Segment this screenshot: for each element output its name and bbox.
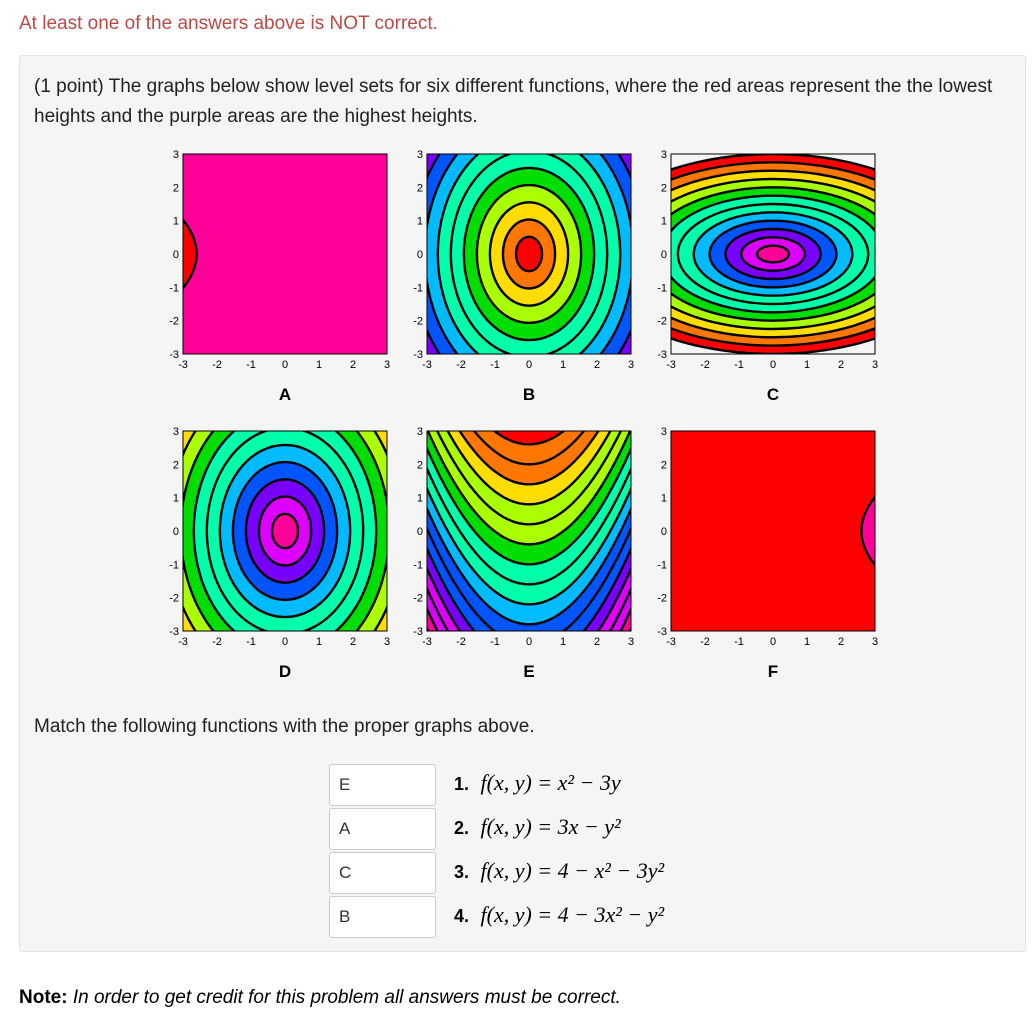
- function-2: [454, 814, 621, 840]
- x-tick-label: -3: [422, 636, 432, 648]
- contour-plot-d: [153, 426, 391, 681]
- answer-input-2[interactable]: [329, 808, 436, 850]
- x-tick-label: 1: [315, 636, 323, 648]
- y-tick-label: -3: [657, 626, 667, 638]
- y-tick-label: -1: [413, 559, 423, 572]
- note: [19, 987, 621, 1009]
- function-formula: f(x, y) = x² − 3y: [480, 770, 621, 795]
- x-tick-label: -1: [490, 636, 500, 648]
- y-tick-label: -2: [413, 592, 423, 605]
- y-tick-label: 1: [660, 492, 667, 505]
- x-tick-label: -1: [246, 359, 256, 371]
- function-formula: f(x, y) = 3x − y²: [480, 814, 621, 839]
- y-tick-label: -3: [657, 349, 667, 361]
- contour-plot-svg: [397, 149, 635, 374]
- x-tick-label: -2: [212, 636, 222, 648]
- y-tick-label: 1: [416, 492, 423, 505]
- problem-panel: [19, 55, 1026, 952]
- function-number: 3.: [454, 862, 470, 882]
- x-tick-label: -1: [734, 359, 744, 371]
- x-tick-label: 2: [593, 636, 601, 648]
- y-tick-label: -2: [657, 315, 667, 328]
- plot-label: F: [767, 662, 779, 681]
- x-tick-label: -1: [734, 636, 744, 648]
- y-tick-label: 0: [172, 526, 179, 538]
- y-tick-label: 2: [416, 459, 423, 472]
- y-tick-label: 1: [172, 492, 179, 505]
- x-tick-label: 1: [559, 636, 567, 648]
- answer-input-4[interactable]: [329, 896, 436, 938]
- y-tick-label: 3: [416, 426, 423, 438]
- y-tick-label: -3: [169, 349, 179, 361]
- x-tick-label: -2: [700, 636, 710, 648]
- contour-plot-b: [397, 149, 635, 404]
- x-tick-label: 1: [803, 636, 811, 648]
- y-tick-label: 1: [660, 215, 667, 228]
- x-tick-label: 3: [627, 359, 635, 371]
- note-text: In order to get credit for this problem all answers must be correct.: [72, 987, 621, 1008]
- y-tick-label: -1: [413, 282, 423, 295]
- y-tick-label: 3: [416, 149, 423, 161]
- y-tick-label: -2: [657, 592, 667, 605]
- y-tick-label: 2: [172, 459, 179, 472]
- y-tick-label: 0: [416, 249, 423, 261]
- x-tick-label: 2: [349, 636, 357, 648]
- x-tick-label: 3: [871, 359, 879, 371]
- x-tick-label: -3: [666, 636, 676, 648]
- contour-plot-svg: [153, 149, 391, 374]
- x-tick-label: 0: [769, 636, 777, 648]
- x-tick-label: -3: [666, 359, 676, 371]
- function-formula: f(x, y) = 4 − x² − 3y²: [480, 858, 665, 883]
- y-tick-label: 2: [172, 182, 179, 195]
- y-tick-label: -3: [169, 626, 179, 638]
- x-tick-label: -2: [700, 359, 710, 371]
- x-tick-label: -2: [456, 636, 466, 648]
- y-tick-label: 0: [660, 526, 667, 538]
- y-tick-label: 2: [660, 459, 667, 472]
- x-tick-label: 3: [383, 359, 391, 371]
- y-tick-label: 0: [660, 249, 667, 261]
- note-label: Note:: [19, 987, 68, 1008]
- y-tick-label: -2: [413, 315, 423, 328]
- y-tick-label: -1: [169, 282, 179, 295]
- y-tick-label: -1: [657, 559, 667, 572]
- y-tick-label: 3: [172, 426, 179, 438]
- function-3: [454, 858, 664, 884]
- x-tick-label: -1: [246, 636, 256, 648]
- contour-plot-svg: [153, 426, 391, 651]
- x-tick-label: -3: [178, 636, 188, 648]
- y-tick-label: -2: [169, 315, 179, 328]
- x-tick-label: 2: [837, 359, 845, 371]
- x-tick-label: -2: [456, 359, 466, 371]
- contour-band: [516, 237, 542, 271]
- x-tick-label: -1: [490, 359, 500, 371]
- y-tick-label: -3: [413, 349, 423, 361]
- x-tick-label: 0: [525, 636, 533, 648]
- contour-plot-e: [397, 426, 635, 681]
- y-tick-label: 2: [660, 182, 667, 195]
- function-number: 4.: [454, 906, 470, 926]
- y-tick-label: 3: [172, 149, 179, 161]
- x-tick-label: 0: [525, 359, 533, 371]
- contour-plot-a: [153, 149, 391, 404]
- plot-label: E: [523, 662, 535, 681]
- y-tick-label: -3: [413, 626, 423, 638]
- y-tick-label: 1: [172, 215, 179, 228]
- x-tick-label: 0: [769, 359, 777, 371]
- answer-status-message: At least one of the answers above is NOT correct.: [19, 13, 438, 34]
- x-tick-label: 2: [349, 359, 357, 371]
- x-tick-label: -3: [422, 359, 432, 371]
- y-tick-label: -1: [657, 282, 667, 295]
- x-tick-label: 1: [803, 359, 811, 371]
- plot-label: C: [766, 385, 780, 404]
- y-tick-label: 3: [660, 149, 667, 161]
- plot-label: B: [522, 385, 536, 404]
- answer-input-3[interactable]: [329, 852, 436, 894]
- answer-input-1[interactable]: [329, 764, 436, 806]
- x-tick-label: 0: [281, 359, 289, 371]
- function-1: [454, 770, 621, 796]
- contour-plot-svg: [641, 426, 879, 651]
- y-tick-label: -1: [169, 559, 179, 572]
- contour-band: [272, 514, 298, 548]
- instruction-text: Match the following functions with the proper graphs above.: [34, 716, 535, 737]
- contour-plot-svg: [397, 426, 635, 651]
- function-number: 2.: [454, 818, 470, 838]
- x-tick-label: 2: [593, 359, 601, 371]
- contour-plot-c: [641, 149, 879, 404]
- contour-plot-f: [641, 426, 879, 681]
- y-tick-label: 3: [660, 426, 667, 438]
- contour-band: [757, 246, 789, 263]
- plot-label: A: [278, 385, 292, 404]
- x-tick-label: 3: [627, 636, 635, 648]
- function-4: [454, 902, 664, 928]
- y-tick-label: -2: [169, 592, 179, 605]
- y-tick-label: 2: [416, 182, 423, 195]
- plot-label: D: [278, 662, 292, 681]
- y-tick-label: 1: [416, 215, 423, 228]
- x-tick-label: 0: [281, 636, 289, 648]
- problem-statement: (1 point) The graphs below show level sets for six different functions, where the red areas represent the the lowest heights and the purple areas are the highest heights.: [34, 76, 993, 127]
- x-tick-label: 3: [383, 636, 391, 648]
- x-tick-label: 1: [559, 359, 567, 371]
- y-tick-label: 0: [172, 249, 179, 261]
- function-formula: f(x, y) = 4 − 3x² − y²: [480, 902, 665, 927]
- x-tick-label: 1: [315, 359, 323, 371]
- x-tick-label: 3: [871, 636, 879, 648]
- function-number: 1.: [454, 774, 470, 794]
- x-tick-label: 2: [837, 636, 845, 648]
- x-tick-label: -2: [212, 359, 222, 371]
- x-tick-label: -3: [178, 359, 188, 371]
- y-tick-label: 0: [416, 526, 423, 538]
- contour-plot-svg: [641, 149, 879, 374]
